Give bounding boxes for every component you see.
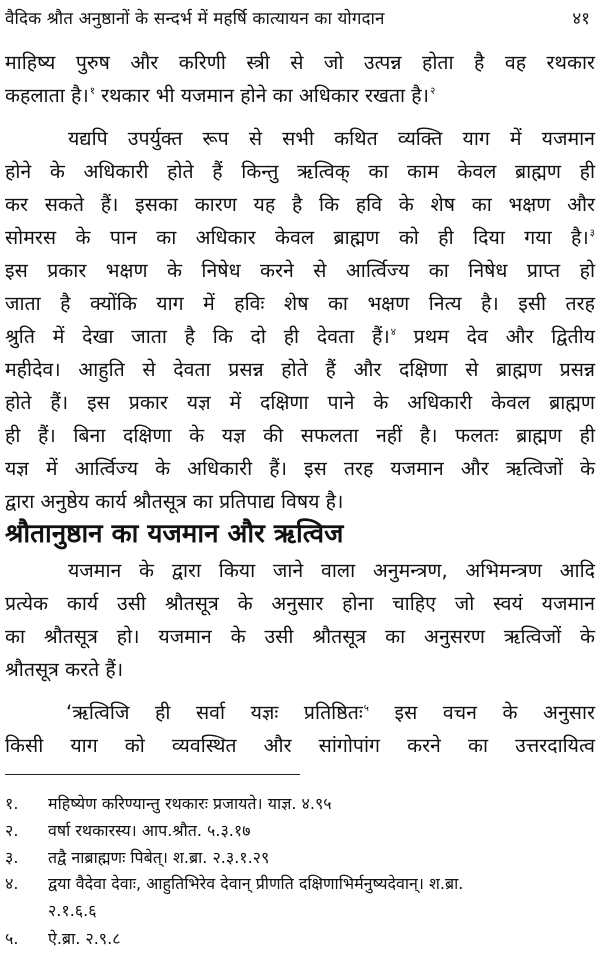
footnote-marker[interactable]: २ (430, 86, 436, 97)
footnote-continuation (5, 898, 595, 924)
page-number: ४१ (572, 8, 590, 29)
body-line: यज्ञ में आर्त्विज्य के अधिकारी हैं। इस तरह यजमान और ऋत्विजों के (5, 457, 595, 480)
footnote-marker[interactable]: ३ (589, 228, 595, 239)
footnote-marker[interactable]: १ (89, 86, 95, 97)
body-line: जाता है क्योंकि याग में हविः शेष का भक्षण नित्य है। इसी तरह (5, 292, 595, 315)
body-line: किसी याग को व्यवस्थित और सांगोपांग करने का उत्तरदायित्व (5, 734, 595, 757)
body-line: यद्यपि उपर्युक्त रूप से सभी कथित व्यक्ति याग में यजमान (68, 127, 595, 150)
body-line: द्वारा अनुष्ठेय कार्य श्रौतसूत्र का प्रतिपाद्य विषय है। (5, 490, 344, 513)
footnote-text: महिष्येण करिण्यान्तु रथकारः प्रजायते। याज्ञ. ४.९५ (48, 794, 332, 813)
body-line: कर सकते हैं। इसका कारण यह है कि हवि के शेष का भक्षण और (5, 193, 595, 216)
running-title: वैदिक श्रौत अनुष्ठानों के सन्दर्भ में महर्षि कात्यायन का योगदान (5, 8, 385, 29)
body-line: सोमरस के पान का अधिकार केवल ब्राह्मण को ही दिया गया है।$^३$ (5, 226, 595, 249)
body-line: श्रौतसूत्र करते हैं। (5, 658, 124, 681)
footnote-number: २. (5, 821, 19, 840)
section-heading: श्रौतानुष्ठान का यजमान और ऋत्विज (5, 519, 344, 549)
footnote-text: वर्षा रथकारस्य। आप.श्रौत. ५.३.१७ (48, 821, 251, 840)
body-line: ‘ऋत्विजि ही सर्वा यज्ञः प्रतिष्ठितः$^५$ इस वचन के अनुसार (66, 701, 595, 724)
footnote-item (5, 818, 595, 844)
running-header (5, 2, 592, 32)
body-line: होने के अधिकारी होते हैं किन्तु ऋत्विक् का काम केवल ब्राह्मण ही (5, 160, 595, 183)
body-line: श्रुति में देखा जाता है कि दो ही देवता हैं।$^४$ प्रथम देव और द्वितीय (5, 325, 595, 348)
body-line: कहलाता है।$^१$ रथकार भी यजमान होने का अधिकार रखता है।$^२$ (5, 84, 436, 107)
footnote-text: तद्वै नाब्राह्मणः पिबेत्। श.ब्रा. २.३.१.२९ (48, 848, 270, 867)
body-line: ही हैं। बिना दक्षिणा के यज्ञ की सफलता नहीं है। फलतः ब्राह्मण ही (5, 424, 595, 447)
body-line: होते हैं। इस प्रकार यज्ञ में दक्षिणा पाने के अधिकारी केवल ब्राह्मण (5, 391, 595, 414)
body-line: महीदेव। आहुति से देवता प्रसन्न होते हैं और दक्षिणा से ब्राह्मण प्रसन्न (5, 358, 595, 381)
footnote-text: द्वया वैदेवा देवाः, आहुतिभिरेव देवान् प्रीणति दक्षिणाभिर्मनुष्यदेवान्। श.ब्रा. (48, 874, 464, 893)
footnote-item (5, 871, 595, 897)
body-line: का श्रौतसूत्र हो। यजमान के उसी श्रौतसूत्र का अनुसरण ऋत्विजों के (5, 625, 595, 648)
footnote-text: ऐ.ब्रा. २.९.८ (48, 929, 121, 948)
footnote-number: ४. (5, 874, 19, 893)
footnote-number: ५. (5, 929, 19, 948)
footnote-marker[interactable]: ५ (363, 703, 369, 714)
footnote-item (5, 791, 595, 817)
body-line: माहिष्य पुरुष और करिणी स्त्री से जो उत्पन्न होता है वह रथकार (5, 51, 595, 74)
footnote-item (5, 845, 595, 871)
footnote-separator (5, 774, 300, 775)
footnote-text: २.१.६.६ (48, 901, 97, 920)
body-line: यजमान के द्वारा किया जाने वाला अनुमन्त्रण, अभिमन्त्रण आदि (68, 559, 595, 582)
footnote-marker[interactable]: ४ (390, 327, 396, 338)
footnote-number: ३. (5, 848, 19, 867)
body-line: इस प्रकार भक्षण के निषेध करने से आर्त्विज्य का निषेध प्राप्त हो (5, 259, 595, 282)
footnote-item (5, 926, 595, 952)
footnote-number: १. (5, 794, 19, 813)
body-line: प्रत्येक कार्य उसी श्रौतसूत्र के अनुसार होना चाहिए जो स्वयं यजमान (5, 592, 595, 615)
